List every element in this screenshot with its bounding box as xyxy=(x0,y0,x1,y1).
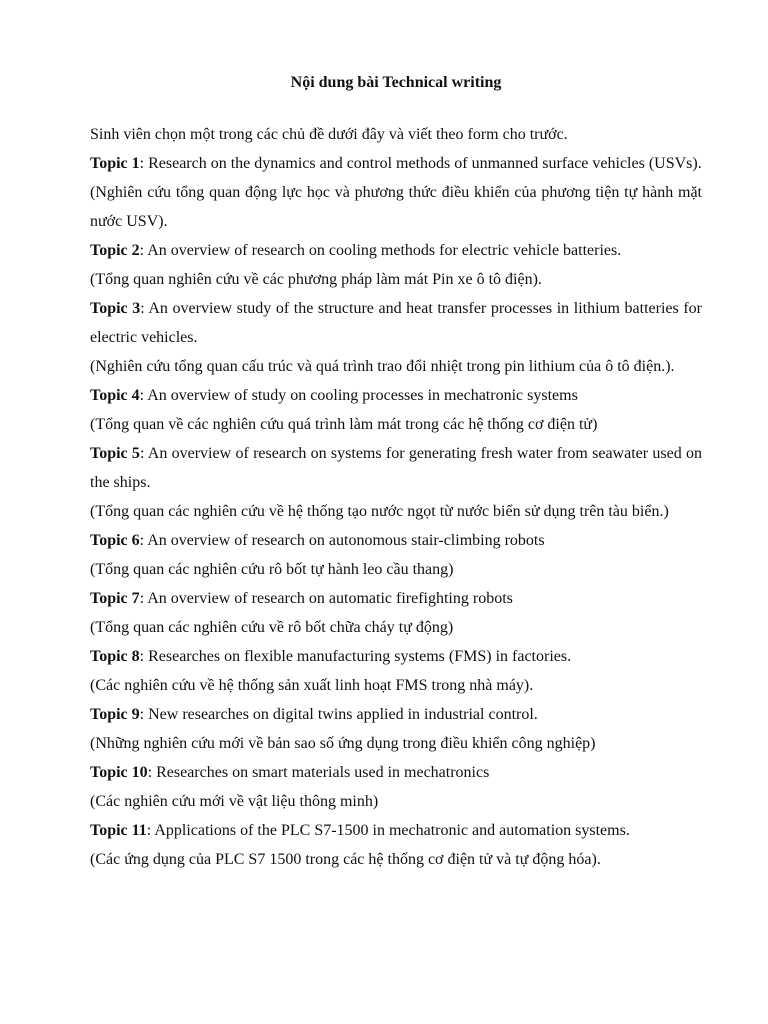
topic-text: : Researches on flexible manufacturing systems (FMS) in factories. xyxy=(139,648,572,665)
topic-label: Topic 4 xyxy=(90,387,140,404)
topic-label: Topic 9 xyxy=(90,706,140,723)
topic-text: : New researches on digital twins applied in industrial control. xyxy=(139,706,538,723)
topic-7-vi: (Tổng quan các nghiên cứu về rô bốt chữa cháy tự động) xyxy=(90,619,454,636)
topic-label: Topic 8 xyxy=(90,648,140,665)
topic-9-en xyxy=(90,700,702,729)
topic-2-vi: (Tổng quan nghiên cứu về các phương pháp làm mát Pin xe ô tô điện). xyxy=(90,271,542,288)
topic-5-en xyxy=(90,439,702,497)
topic-text: : An overview of research on systems for generating fresh water from seawater used on the ships. xyxy=(90,445,702,491)
topic-4-en xyxy=(90,381,702,410)
topic-text: : An overview of research on cooling methods for electric vehicle batteries. xyxy=(139,242,622,259)
document-body xyxy=(90,120,702,874)
topic-text: : An overview study of the structure and heat transfer processes in lithium batteries for electric vehicles. xyxy=(90,300,702,346)
topic-6-vi: (Tổng quan các nghiên cứu rô bốt tự hành leo cầu thang) xyxy=(90,561,454,578)
topic-text: : Applications of the PLC S7-1500 in mechatronic and automation systems. xyxy=(146,822,630,839)
topic-8-en xyxy=(90,642,702,671)
topic-10-en xyxy=(90,758,702,787)
topic-text: : An overview of research on autonomous stair-climbing robots xyxy=(139,532,545,549)
topic-label: Topic 5 xyxy=(90,445,140,462)
topic-text: : An overview of study on cooling processes in mechatronic systems xyxy=(139,387,578,404)
topic-3-vi: (Nghiên cứu tổng quan cấu trúc và quá trình trao đổi nhiệt trong pin lithium của ô tô điện.). xyxy=(90,358,675,375)
topic-8-vi: (Các nghiên cứu về hệ thống sản xuất linh hoạt FMS trong nhà máy). xyxy=(90,677,534,694)
topic-11-en xyxy=(90,816,702,845)
intro-text: Sinh viên chọn một trong các chủ đề dưới đây và viết theo form cho trước. xyxy=(90,126,568,143)
topic-text: : An overview of research on automatic firefighting robots xyxy=(139,590,513,607)
topic-label: Topic 11 xyxy=(90,822,147,839)
topic-label: Topic 7 xyxy=(90,590,140,607)
topic-label: Topic 1 xyxy=(90,155,140,172)
topic-5-vi: (Tổng quan các nghiên cứu về hệ thống tạo nước ngọt từ nước biển sử dụng trên tàu biển.) xyxy=(90,503,669,520)
topic-label: Topic 2 xyxy=(90,242,140,259)
topic-text: : Researches on smart materials used in mechatronics xyxy=(147,764,490,781)
topic-9-vi: (Những nghiên cứu mới về bản sao số ứng dụng trong điều khiển công nghiệp) xyxy=(90,735,596,752)
topic-text: : Research on the dynamics and control methods of unmanned surface vehicles (USVs). xyxy=(139,155,702,172)
topic-label: Topic 3 xyxy=(90,300,141,317)
topic-11-vi: (Các ứng dụng của PLC S7 1500 trong các hệ thống cơ điện tử và tự động hóa). xyxy=(90,851,601,868)
topic-3-en xyxy=(90,294,702,352)
document-title: Nội dung bài Technical writing xyxy=(290,74,502,91)
topic-label: Topic 6 xyxy=(90,532,140,549)
topic-4-vi: (Tổng quan về các nghiên cứu quá trình làm mát trong các hệ thống cơ điện tử) xyxy=(90,416,598,433)
topic-1-en xyxy=(90,149,702,178)
topic-label: Topic 10 xyxy=(90,764,148,781)
topic-1-vi: (Nghiên cứu tổng quan động lực học và phương thức điều khiển của phương tiện tự hành mặt nước USV). xyxy=(90,184,702,230)
topic-7-en xyxy=(90,584,702,613)
topic-10-vi: (Các nghiên cứu mới về vật liệu thông minh) xyxy=(90,793,379,810)
topic-6-en xyxy=(90,526,702,555)
topic-2-en xyxy=(90,236,702,265)
